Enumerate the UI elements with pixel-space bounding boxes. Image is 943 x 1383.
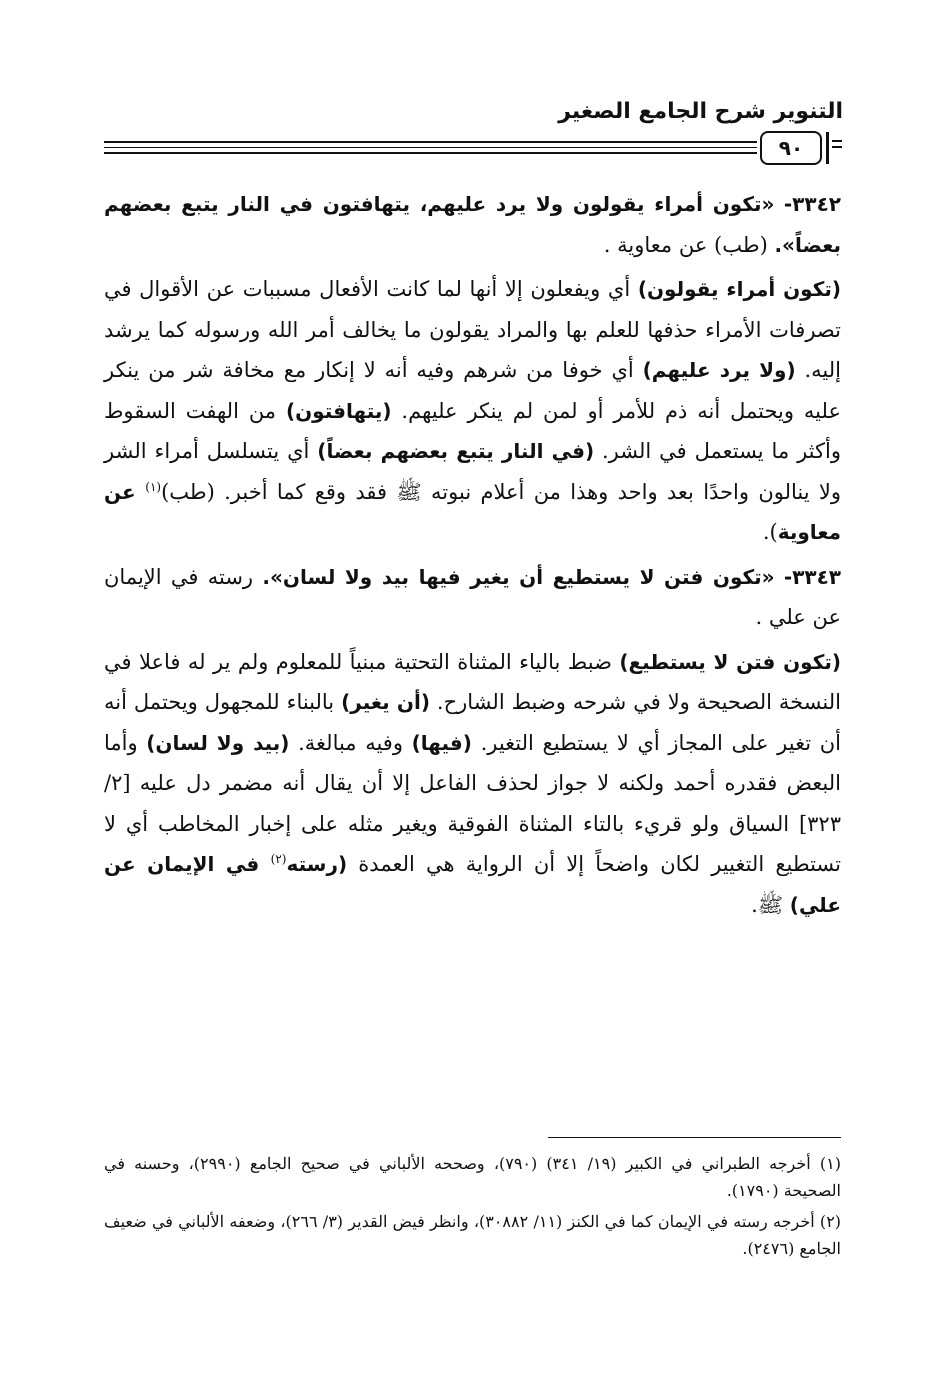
commentary-text: ضبط بالياء المثناة التحتية مبنياً للمعلوم ولم ير له فاعلا في النسخة الصحيحة ولا في شرحه وضبط الشارح.	[104, 649, 841, 714]
hadith-3343	[104, 557, 841, 638]
quoted-term: (بيد ولا لسان)	[146, 730, 290, 755]
commentary-3342	[104, 269, 841, 553]
quoted-term: (يتهافتون)	[285, 398, 392, 423]
quoted-term: (فيها)	[411, 730, 472, 755]
footnote-ref-1[interactable]: (١)	[145, 479, 162, 494]
quoted-term: (أن يغير)	[341, 690, 430, 714]
header-rule-bottom	[104, 152, 757, 154]
footnote-2: (٢) أخرجه رسته في الإيمان كما في الكنز (١١/ ٣٠٨٨٢)، وانظر فيض القدير (٣/ ٢٦٦)، وضعفه الألباني في ضعيف الجامع (٢٤٧٦).	[104, 1212, 842, 1258]
page-number: ٩٠	[760, 131, 822, 165]
commentary-text: وأما البعض فقدره أحمد ولكنه لا جواز لحذف الفاعل إلا أن يقال أنه مضمر دل عليه [٢/ ٣٢٣] السياق ولو قريء بالتاء المثناة الفوقية ويغير مثله على إخبار المخاطب أي لا تستطيع التغيير لكان واضحاً إلا أن الرواية هي العمدة	[104, 730, 842, 876]
quoted-term: في الإيمان عن علي)	[104, 852, 841, 917]
commentary-3343	[104, 642, 841, 926]
commentary-text: وفيه مبالغة.	[289, 730, 412, 755]
footnote-1: (١) أخرجه الطبراني في الكبير (١٩/ ٣٤١) (٧٩٠)، وصححه الألباني في صحيح الجامع (٢٩٩٠)، وحسنه في الصحيحة (١٧٩٠).	[104, 1154, 841, 1200]
commentary-end: ).	[762, 520, 778, 544]
footnote-ref-2[interactable]: (٢)	[270, 852, 287, 866]
running-header-title: التنوير شرح الجامع الصغير	[558, 99, 843, 124]
quoted-term: عن معاوية	[104, 479, 841, 544]
hadith-number: ٣٣٤٣-	[783, 564, 841, 589]
header-rule-middle	[104, 147, 757, 148]
commentary-end: ﷺ.	[751, 892, 790, 917]
hadith-source: (طب) عن معاوية .	[603, 232, 768, 257]
quoted-term: (في النار يتبع بعضهم بعضاً)	[317, 439, 595, 463]
quoted-term: (تكون فتن لا يستطيع)	[619, 649, 841, 674]
quoted-term: (ولا يرد عليهم)	[642, 358, 796, 382]
commentary-text: أي خوفا من شرهم وفيه أنه لا إنكار مع مخافة شر من ينكر عليه ويحتمل أنه ذم للأمر أو لمن لم ينكر عليهم.	[104, 358, 841, 423]
hadith-source: رسته في الإيمان عن علي .	[104, 564, 841, 629]
commentary-text: من الهفت السقوط وأكثر ما يستعمل في الشر.	[104, 398, 841, 463]
hadith-number: ٣٣٤٢-	[783, 192, 841, 216]
main-text	[104, 184, 841, 925]
header-rule-top	[104, 141, 757, 143]
footnotes	[104, 1150, 841, 1262]
quoted-term: (تكون أمراء يقولون)	[637, 277, 841, 301]
hadith-text: «تكون فتن لا يستطيع أن يغير فيها بيد ولا لسان».	[262, 564, 775, 589]
commentary-text: بالبناء للمجهول ويحتمل أنه أن تغير على المجاز أي لا يستطيع التغير.	[104, 690, 841, 755]
commentary-text: أي ويفعلون إلا أنها لما كانت الأفعال مسببات عن الأقوال في تصرفات الأمراء حذفها للعلم بها والمراد يقولون ما يخالف أمر الله ورسوله كما يرشد إليه.	[104, 277, 842, 382]
commentary-text: أي يتسلسل أمراء الشر ولا ينالون واحدًا بعد واحد وهذا من أعلام نبوته ﷺ فقد وقع كما أخبر.	[104, 439, 842, 504]
page-number-ornament-mark	[832, 140, 842, 148]
page-number-ornament-bar	[826, 132, 829, 164]
hadith-text: «تكون أمراء يقولون ولا يرد عليهم، يتهافتون في النار يتبع بعضهم بعضاً».	[104, 192, 841, 257]
quoted-term: (رسته	[286, 852, 348, 876]
hadith-3342	[104, 184, 841, 265]
source-abbrev: (طب)	[161, 479, 215, 504]
footnote-separator	[548, 1137, 841, 1138]
